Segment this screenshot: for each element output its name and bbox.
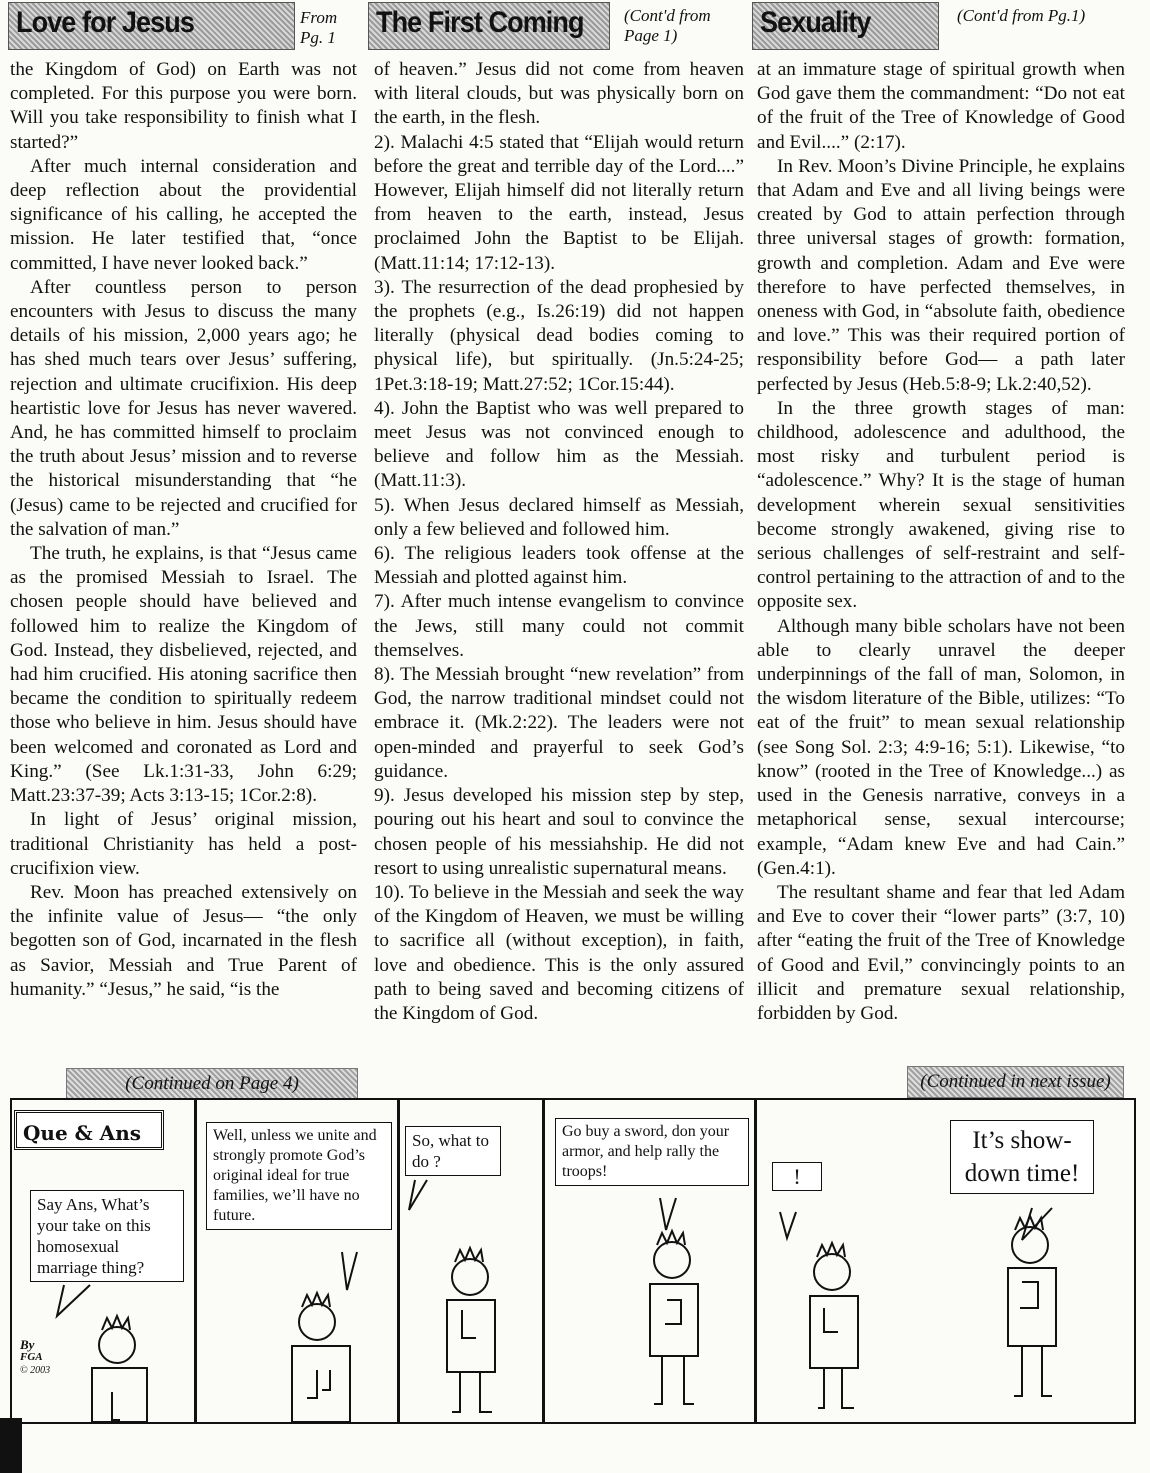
speech-bubble-6: It’s show-down time! <box>950 1120 1094 1194</box>
figure-ans-3 <box>1008 1216 1056 1396</box>
speech-bubble-1: Say Ans, What’s your take on this homosexual marriage thing? <box>30 1190 184 1282</box>
paragraph: The resultant shame and fear that led Adam and Eve to cover their “lower parts” (3:7, 10) after “eating the fruit of the Tree of Knowledge of Good and Evil,” convincingly points to an illicit and premature sexual relationship, forbidden by God. <box>757 881 1125 1024</box>
paragraph: the Kingdom of God) on Earth was not completed. For this purpose you were born. Will you take responsibility to finish what I started?” <box>10 59 357 153</box>
speech-bubble-3: So, what to do ? <box>405 1126 501 1176</box>
header-love-for-jesus <box>8 2 363 48</box>
column-title: Love for Jesus <box>16 6 194 39</box>
paragraph: After much internal consideration and deep reflection about the providential significance of his calling, he accepted the mission. He later testified that, “once committed, I have never looked back.” <box>10 155 357 274</box>
column-first-coming <box>374 58 744 1026</box>
figure-que-2 <box>447 1248 495 1412</box>
comic-strip <box>10 1098 1136 1424</box>
header-first-coming <box>368 2 748 48</box>
paragraph: In Rev. Moon’s Divine Principle, he explains that Adam and Eve and all living beings were created by God to attain perfection through three universal stages of growth: formation, growth and completion. Adam and Eve were therefore to have perfected themselves, in oneness with God, in “absolute faith, obedience and love.” This was their required portion of responsibility before God— a path later perfected by Jesus (Heb.5:8-9; Lk.2:40,52). <box>757 155 1125 395</box>
paragraph: of heaven.” Jesus did not come from heaven with literal clouds, but was physically born on the earth, in the flesh. <box>374 59 744 129</box>
column-title: Sexuality <box>760 6 871 39</box>
continued-next-issue: (Continued in next issue) <box>907 1066 1124 1098</box>
figure-que-3 <box>810 1243 858 1408</box>
column-title: The First Coming <box>376 6 584 39</box>
paragraph: 7). After much intense evangelism to convince the Jews, still many could not commit themselves. <box>374 591 744 661</box>
from-note: (Cont'd from Page 1) <box>624 6 711 45</box>
paragraph: 10). To believe in the Messiah and seek the way of the Kingdom of Heaven, we must be willing to sacrifice all (without exception), in faith, love and obedience. This is the only assured path to being saved and becoming citizens of the Kingdom of God. <box>374 881 744 1024</box>
paragraph: The truth, he explains, is that “Jesus came as the promised Messiah to Israel. The chosen people should have believed and followed him to realize the Kingdom of God. Instead, they disbelieved, rejected, and had him crucified. His atoning sacrifice then became the condition to spiritually redeem those who believe in him. Jesus should have been welcomed and coronated as Lord and King.” (See Lk.1:31-33, John 6:29; Matt.23:37-39; Acts 3:13-15; 1Cor.2:8). <box>10 543 357 807</box>
paragraph: 8). The Messiah brought “new revelation” from God, the narrow traditional mindset could not embrace it. (Mk.2:22). The leaders were not open-minded and prayerful to seek God’s guidance. <box>374 664 744 782</box>
speech-bubble-2: Well, unless we unite and strongly promote God’s original ideal for true families, we’ll have no future. <box>206 1122 392 1230</box>
from-note: (Cont'd from Pg.1) <box>957 6 1086 25</box>
paragraph: 9). Jesus developed his mission step by step, pouring out his heart and soul to convince the chosen people of his messiahship. He did not resort to using unrealistic supernatural means. <box>374 785 744 879</box>
scan-edge <box>0 1418 22 1473</box>
paragraph: In light of Jesus’ original mission, traditional Christianity has held a post-crucifixion view. <box>10 809 357 879</box>
figure-ans <box>292 1293 350 1422</box>
column-love-for-jesus <box>10 58 357 1002</box>
speech-bubble-4: Go buy a sword, don your armor, and help rally the troops! <box>555 1118 749 1186</box>
speech-bubble-5: ! <box>772 1162 822 1191</box>
continued-on-page-4: (Continued on Page 4) <box>66 1068 358 1100</box>
figure-que <box>92 1316 147 1422</box>
paragraph: 2). Malachi 4:5 stated that “Elijah would return before the great and terrible day of the Lord....” However, Elijah himself did not literally return from heaven to the earth, instead, Jesus proclaimed John the Baptist to be Elijah. (Matt.11:14; 17:12-13). <box>374 131 744 274</box>
comic-signature: By FGA © 2003 <box>20 1337 51 1376</box>
paragraph: After countless person to person encounters with Jesus to discuss the many details of his mission, 2,000 years ago; he has shed much tears over Jesus’ suffering, rejection and ultimate crucifixion. His deep heartistic love for Jesus has never wavered. And, he has committed himself to proclaim the truth about Jesus’ mission and to reverse the historical misunderstanding that “he (Jesus) came to be rejected and crucified for the salvation of man.” <box>10 276 357 540</box>
figure-ans-2 <box>650 1231 698 1404</box>
paragraph: at an immature stage of spiritual growth when God gave them the commandment: “Do not eat of the fruit of the Tree of Knowledge of Good and Evil....” (2:17). <box>757 59 1125 153</box>
paragraph: In the three growth stages of man: childhood, adolescence and adulthood, the most risky and turbulent period is “adolescence.” Why? It is the stage of human development wherein sexual sensitivities become strongly awakened, giving rise to serious challenges of self-restraint and self-control pertaining to the attraction of and to the opposite sex. <box>757 397 1125 613</box>
paragraph: 5). When Jesus declared himself as Messiah, only a few believed and followed him. <box>374 494 744 540</box>
paragraph: 6). The religious leaders took offense at the Messiah and plotted against him. <box>374 543 744 589</box>
from-note: From Pg. 1 <box>300 8 338 47</box>
comic-brand: Que & Ans <box>14 1110 164 1150</box>
comic-figures <box>12 1100 1134 1422</box>
paragraph: 4). John the Baptist who was well prepared to meet Jesus was not convinced enough to believe and follow him as the Messiah. (Matt.11:3). <box>374 397 744 492</box>
paragraph: Rev. Moon has preached extensively on the infinite value of Jesus— “the only begotten son of God, incarnated in the flesh as Savior, Messiah and True Parent of humanity.” “Jesus,” he said, “is the <box>10 881 357 1000</box>
paragraph: Although many bible scholars have not been able to clearly unravel the deeper underpinnings of the fall of man, Solomon, in the wisdom literature of the Bible, utilizes: “To eat of the fruit” to mean sexual relationship (see Song Sol. 2:3; 4:9-16; 5:1). Likewise, “to know” (rooted in the Tree of Knowledge...) as used in the Genesis narrative, conveys in a metaphorical sense, sexual intercourse; example, “Adam knew Eve and had Cain.” (Gen.4:1). <box>757 615 1125 879</box>
paragraph: 3). The resurrection of the dead prophesied by the prophets (e.g., Is.26:19) did not happen literally (physical dead bodies coming to physical life), but spiritually. (Jn.5:24-25; 1Pet.3:18-19; Matt.27:52; 1Cor.15:44). <box>374 276 744 395</box>
header-sexuality <box>752 2 1142 48</box>
column-sexuality <box>757 58 1125 1026</box>
